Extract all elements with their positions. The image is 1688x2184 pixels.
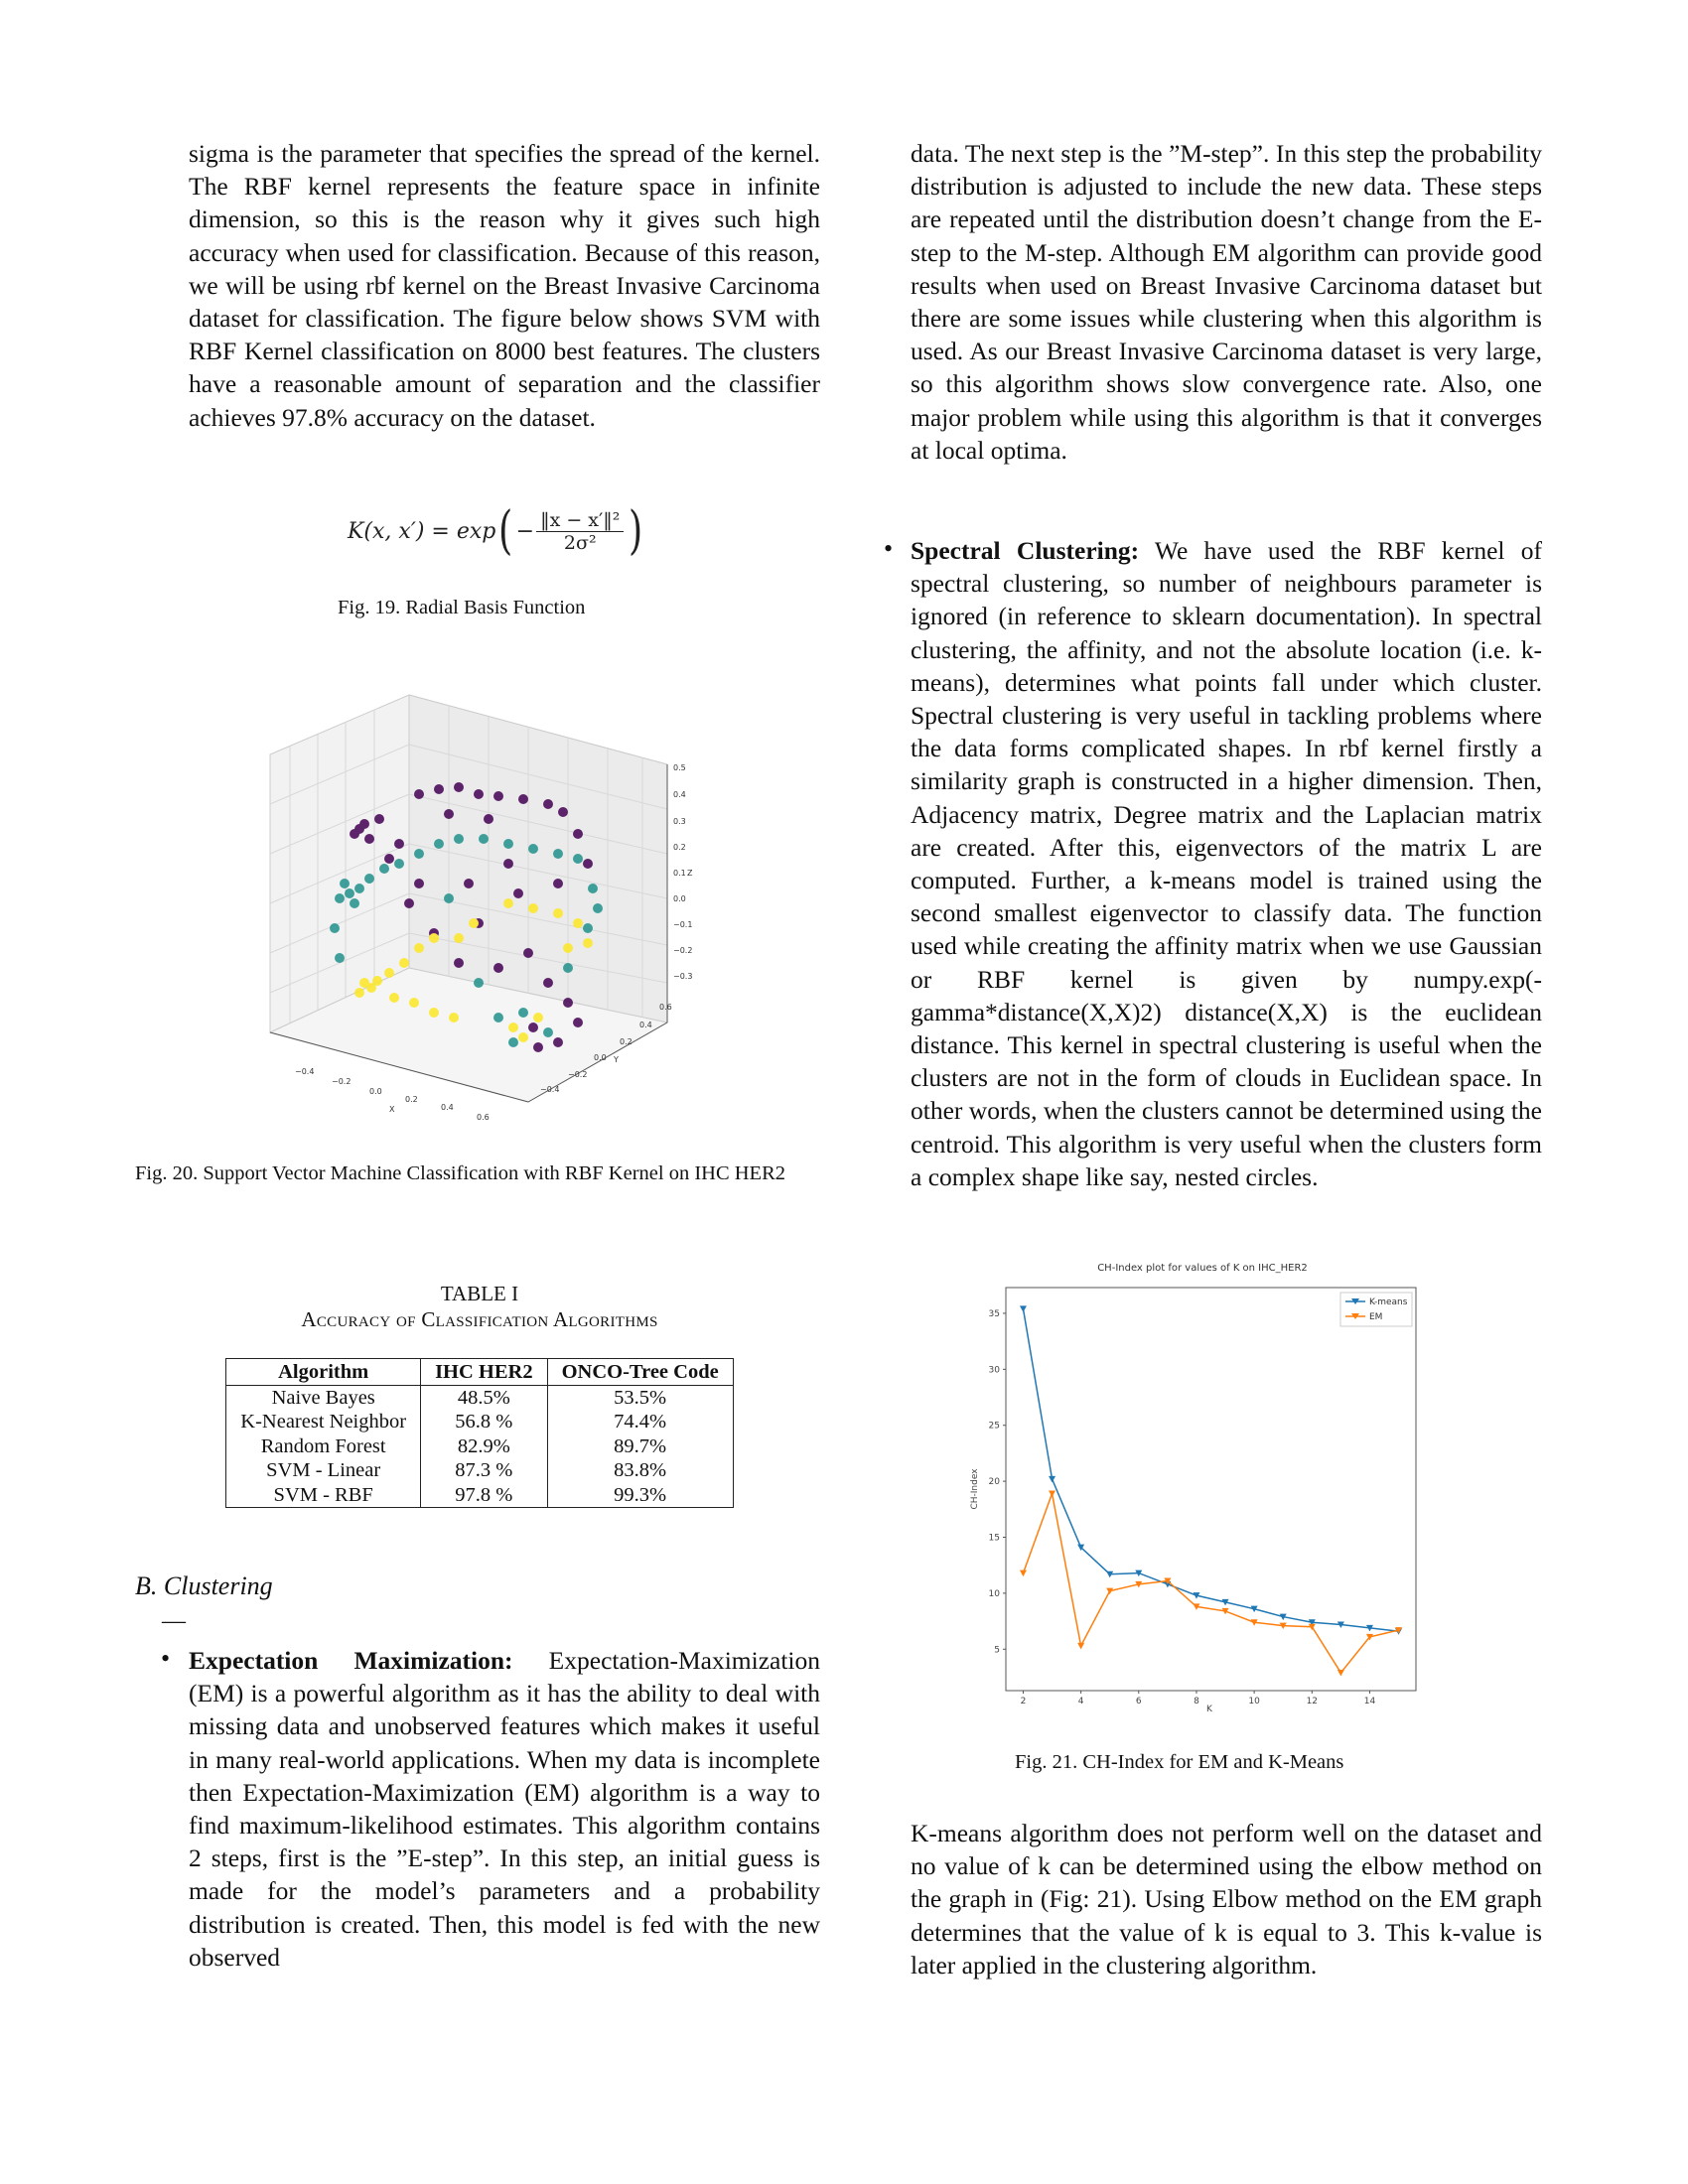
svg-text:0.5: 0.5 [673, 763, 686, 772]
plot-area [1006, 1288, 1416, 1691]
svg-text:0.6: 0.6 [477, 1113, 490, 1122]
svm-3d-scatter-figure [260, 685, 717, 1132]
svg-text:−0.2: −0.2 [332, 1077, 352, 1086]
formula-open-paren: ( [498, 501, 513, 561]
fig19-caption: Fig. 19. Radial Basis Function [338, 597, 586, 618]
header-ihc-her2: IHC HER2 [421, 1359, 548, 1386]
table-title: TABLE I [440, 1282, 519, 1305]
formula-numerator: ‖x − x′‖² [536, 509, 624, 532]
cell: 53.5% [547, 1385, 733, 1410]
cell: 56.8 % [421, 1410, 548, 1434]
svg-text:−0.2: −0.2 [673, 946, 693, 955]
svg-text:10: 10 [988, 1588, 1000, 1599]
svg-text:0.1: 0.1 [673, 869, 686, 878]
svg-text:0.6: 0.6 [659, 1003, 672, 1012]
formula-denominator: 2σ² [563, 531, 597, 554]
legend-kmeans-label: K-means [1369, 1297, 1408, 1307]
svg-text:−0.4: −0.4 [540, 1085, 560, 1094]
svg-text:0.0: 0.0 [369, 1087, 382, 1096]
legend-em-label: EM [1369, 1312, 1383, 1322]
svg-text:0.0: 0.0 [673, 894, 686, 903]
right-column [911, 137, 1542, 467]
fig20-caption: Fig. 20. Support Vector Machine Classification with RBF Kernel on IHC HER2 [135, 1162, 785, 1184]
chart-legend [1340, 1293, 1412, 1326]
svg-text:X: X [389, 1105, 395, 1114]
section-heading-clustering: B. Clustering [135, 1571, 273, 1600]
spectral-bullet-item [911, 534, 1542, 1193]
svg-text:20: 20 [988, 1477, 1000, 1488]
x-axis-label: K [1206, 1705, 1212, 1714]
spectral-bullet-body: We have used the RBF kernel of spectral clustering, so number of neighbours parameter is ignored (in reference to sklearn documentation). In spectral clustering, the affinity, and not the absolute location (i.e. k-means), determines what points fall under which cluster. Spectral clustering is very useful in tackling problems where the data forms complicated shapes. In rbf kernel firstly a similarity graph is constructed in a higher dimension. Then, Adjacency matrix, Degree matrix and the Laplacian matrix are created. After this, eigenvectors of the matrix L are computed. Further, a k-means model is trained using the second smallest eigenvector to classify data. The function used while creating the affinity matrix when we use Gaussian or RBF kernel is given by numpy.exp(-gamma*distance(X,X)2) distance(X,X) is the euclidean distance. This kernel in spectral clustering is useful when the clusters are not in the form of clouds in Euclidean space. In other words, when the clusters cannot be determined using the centroid. This algorithm is very useful when the clusters form a complex shape like say, nested circles. [911, 536, 1542, 1191]
svg-text:12: 12 [1306, 1697, 1319, 1706]
svg-text:0.0: 0.0 [594, 1053, 607, 1062]
cell: 74.4% [547, 1410, 733, 1434]
accuracy-table-block [199, 1281, 761, 1508]
bullet-icon: • [884, 534, 894, 563]
table-header-row [226, 1359, 733, 1386]
svg-text:6: 6 [1135, 1697, 1142, 1706]
svg-text:8: 8 [1194, 1697, 1199, 1706]
svg-text:Y: Y [614, 1055, 619, 1064]
conclusion-paragraph: K-means algorithm does not perform well on the dataset and no value of k can be determined using the elbow method on the graph in (Fig: 21). Using Elbow method on the EM graph determines that the value of k is equal to 3. This k-value is later applied in the clustering algorithm. [911, 1819, 1542, 1979]
bullet-icon: • [161, 1644, 171, 1673]
x-axis-ticks [1021, 1691, 1376, 1706]
svg-text:0.2: 0.2 [620, 1037, 633, 1046]
em-bullet-item [189, 1644, 820, 1974]
table-subtitle: Accuracy of Classification Algorithms [301, 1307, 658, 1331]
spectral-bullet-title: Spectral Clustering: [911, 536, 1140, 565]
svg-text:Z: Z [687, 869, 693, 878]
svg-text:0.4: 0.4 [673, 790, 686, 799]
em-bullet-title: Expectation Maximization: [189, 1646, 513, 1675]
cell: 97.8 % [421, 1483, 548, 1508]
conclusion-block [911, 1817, 1542, 1981]
em-bullet-text [189, 1644, 820, 1974]
header-onco-tree: ONCO-Tree Code [547, 1359, 733, 1386]
svg-text:−0.4: −0.4 [295, 1067, 315, 1076]
ch-index-line-chart [963, 1253, 1422, 1719]
svg-text:35: 35 [988, 1308, 1000, 1319]
cell: K-Nearest Neighbor [226, 1410, 421, 1434]
svg-text:0.2: 0.2 [405, 1095, 418, 1104]
header-algorithm: Algorithm [226, 1359, 421, 1386]
table-row [226, 1483, 733, 1508]
em-bullet-body: Expectation-Maximization (EM) is a powerful algorithm as it has the ability to deal with missing data and unobserved features which makes it useful in many real-world applications. When my data is incomplete then Expectation-Maximization (EM) algorithm is a way to find maximum-likelihood estimates. This algorithm contains 2 steps, first is the ”E-step”. In this step, an initial guess is made for the model’s parameters and a probability distribution is created. Then, this model is fed with the new observed [189, 1646, 821, 1972]
formula-close-paren: ) [629, 501, 643, 561]
accuracy-table [225, 1358, 733, 1508]
y-axis-ticks [989, 1309, 1006, 1655]
cell: 82.9% [421, 1434, 548, 1459]
formula-lhs: K(x, x′) = exp [348, 518, 496, 544]
svg-text:10: 10 [1248, 1697, 1260, 1706]
svg-text:0.3: 0.3 [673, 817, 686, 826]
svg-text:25: 25 [988, 1421, 1000, 1432]
table-row [226, 1410, 733, 1434]
intro-paragraph: sigma is the parameter that specifies the spread of the kernel. The RBF kernel represents the feature space in infinite dimension, so this is the reason why it gives such high accuracy when used for classification. Because of this reason, we will be using rbf kernel on the Breast Invasive Carcinoma dataset for classification. The figure below shows SVM with RBF Kernel classification on 8000 best features. The clusters have a reasonable amount of separation and the classifier achieves 97.8% accuracy on the dataset. [189, 139, 820, 432]
table-row [226, 1458, 733, 1483]
cell: 89.7% [547, 1434, 733, 1459]
svg-text:30: 30 [988, 1365, 1000, 1376]
em-continued-paragraph: data. The next step is the ”M-step”. In this step the probability distribution is adjusted to include the new data. These steps are repeated until the distribution doesn’t change from the E-step to the M-step. Although EM algorithm can provide good results when used on Breast Invasive Carcinoma dataset but there are some issues while clustering when this algorithm is used. As our Breast Invasive Carcinoma dataset is very large, so this algorithm shows slow convergence rate. Also, one major problem while using this algorithm is that it converges at local optima. [911, 139, 1542, 465]
dash-separator: — [162, 1608, 186, 1634]
svg-text:14: 14 [1363, 1697, 1376, 1706]
formula-minus: − [515, 518, 535, 544]
svg-text:4: 4 [1077, 1697, 1084, 1706]
svg-text:0.4: 0.4 [441, 1103, 454, 1112]
svg-text:0.4: 0.4 [639, 1021, 652, 1029]
svg-text:5: 5 [994, 1645, 1000, 1656]
cell: 87.3 % [421, 1458, 548, 1483]
svg-text:−0.2: −0.2 [568, 1070, 588, 1079]
y-axis-label: CH-Index [970, 1468, 980, 1510]
cell: 99.3% [547, 1483, 733, 1508]
cell: Naive Bayes [226, 1385, 421, 1410]
cell: Random Forest [226, 1434, 421, 1459]
spectral-bullet-text [911, 534, 1542, 1193]
cell: SVM - RBF [226, 1483, 421, 1508]
chart-title: CH-Index plot for values of K on IHC_HER2 [1097, 1263, 1308, 1274]
svg-text:0.2: 0.2 [673, 843, 686, 852]
table-row [226, 1385, 733, 1410]
formula-fraction [536, 509, 624, 554]
svg-text:15: 15 [988, 1533, 1000, 1544]
table-row [226, 1434, 733, 1459]
svg-text:2: 2 [1020, 1697, 1027, 1706]
svg-text:−0.1: −0.1 [673, 920, 693, 929]
3d-axes-panes [270, 695, 667, 1102]
cell: 83.8% [547, 1458, 733, 1483]
cell: 48.5% [421, 1385, 548, 1410]
rbf-formula [348, 496, 665, 566]
fig21-caption: Fig. 21. CH-Index for EM and K-Means [1015, 1751, 1344, 1773]
svg-text:−0.3: −0.3 [673, 972, 693, 981]
left-column [189, 137, 820, 434]
cell: SVM - Linear [226, 1458, 421, 1483]
